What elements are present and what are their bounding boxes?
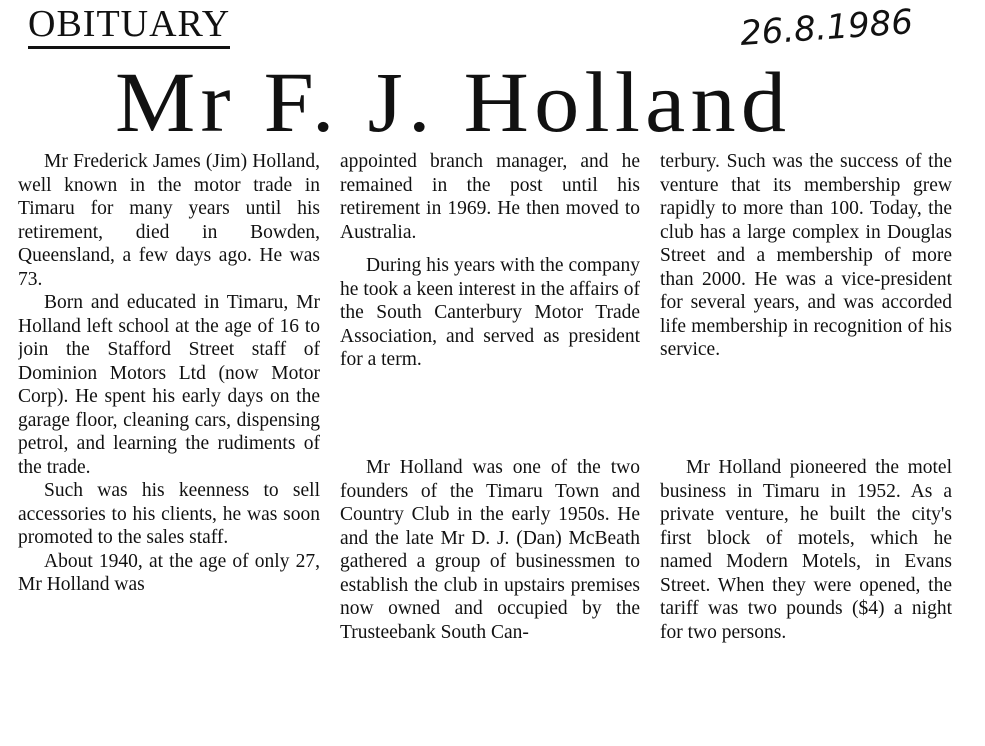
paragraph-1940: About 1940, at the age of only 27, Mr Holland was [18, 550, 320, 595]
headline: Mr F. J. Holland [115, 54, 792, 150]
column-1 [18, 150, 320, 720]
column-4 [340, 456, 640, 718]
paragraph-club-growth: terbury. Such was the success of the venture that its membership grew rapidly to more than 100. Today, the club has a large complex in Douglas Street and a membership of more than 2000. He was a vice-president for several years, and was accorded life membership in recognition of his service. [660, 151, 952, 360]
paragraph-club-founding: Mr Holland was one of the two founders of the Timaru Town and Country Club in the early 1950s. He and the late Mr D. J. (Dan) McBeath gathered a group of businessmen to establish the club in upstairs premises now owned and occupied by the Trusteebank South Can- [340, 457, 640, 643]
paragraph-association: During his years with the company he took a keen interest in the affairs of the South Canterbury Motor Trade Association, and served as president for a term. [340, 255, 640, 370]
column-5 [660, 456, 952, 718]
section-label: OBITUARY [28, 4, 230, 49]
paragraph-sales: Such was his keenness to sell accessories to his clients, he was soon promoted to the sales staff. [18, 480, 320, 548]
column-3 [660, 150, 952, 440]
paragraph-branch-manager: appointed branch manager, and he remained in the post until his retirement in 1969. He then moved to Australia. [340, 151, 640, 243]
paragraph-early-career: Born and educated in Timaru, Mr Holland left school at the age of 16 to join the Stafford Street staff of Dominion Motors Ltd (now Motor Corp). He spent his early days on the garage floor, cleaning cars, dispensing petrol, and learning the rudiments of the trade. [18, 292, 320, 478]
paragraph-motels: Mr Holland pioneered the motel business in Timaru in 1952. As a private venture, he built the city's first block of motels, which he named Modern Motels, in Evans Street. When they were opened, the tariff was two pounds ($4) a night for two persons. [660, 457, 952, 643]
column-2 [340, 150, 640, 450]
paragraph-intro: Mr Frederick James (Jim) Holland, well known in the motor trade in Timaru for many years until his retirement, died in Bowden, Queensland, a few days ago. He was 73. [18, 151, 320, 290]
handwritten-date: 26.8.1986 [738, 2, 915, 54]
